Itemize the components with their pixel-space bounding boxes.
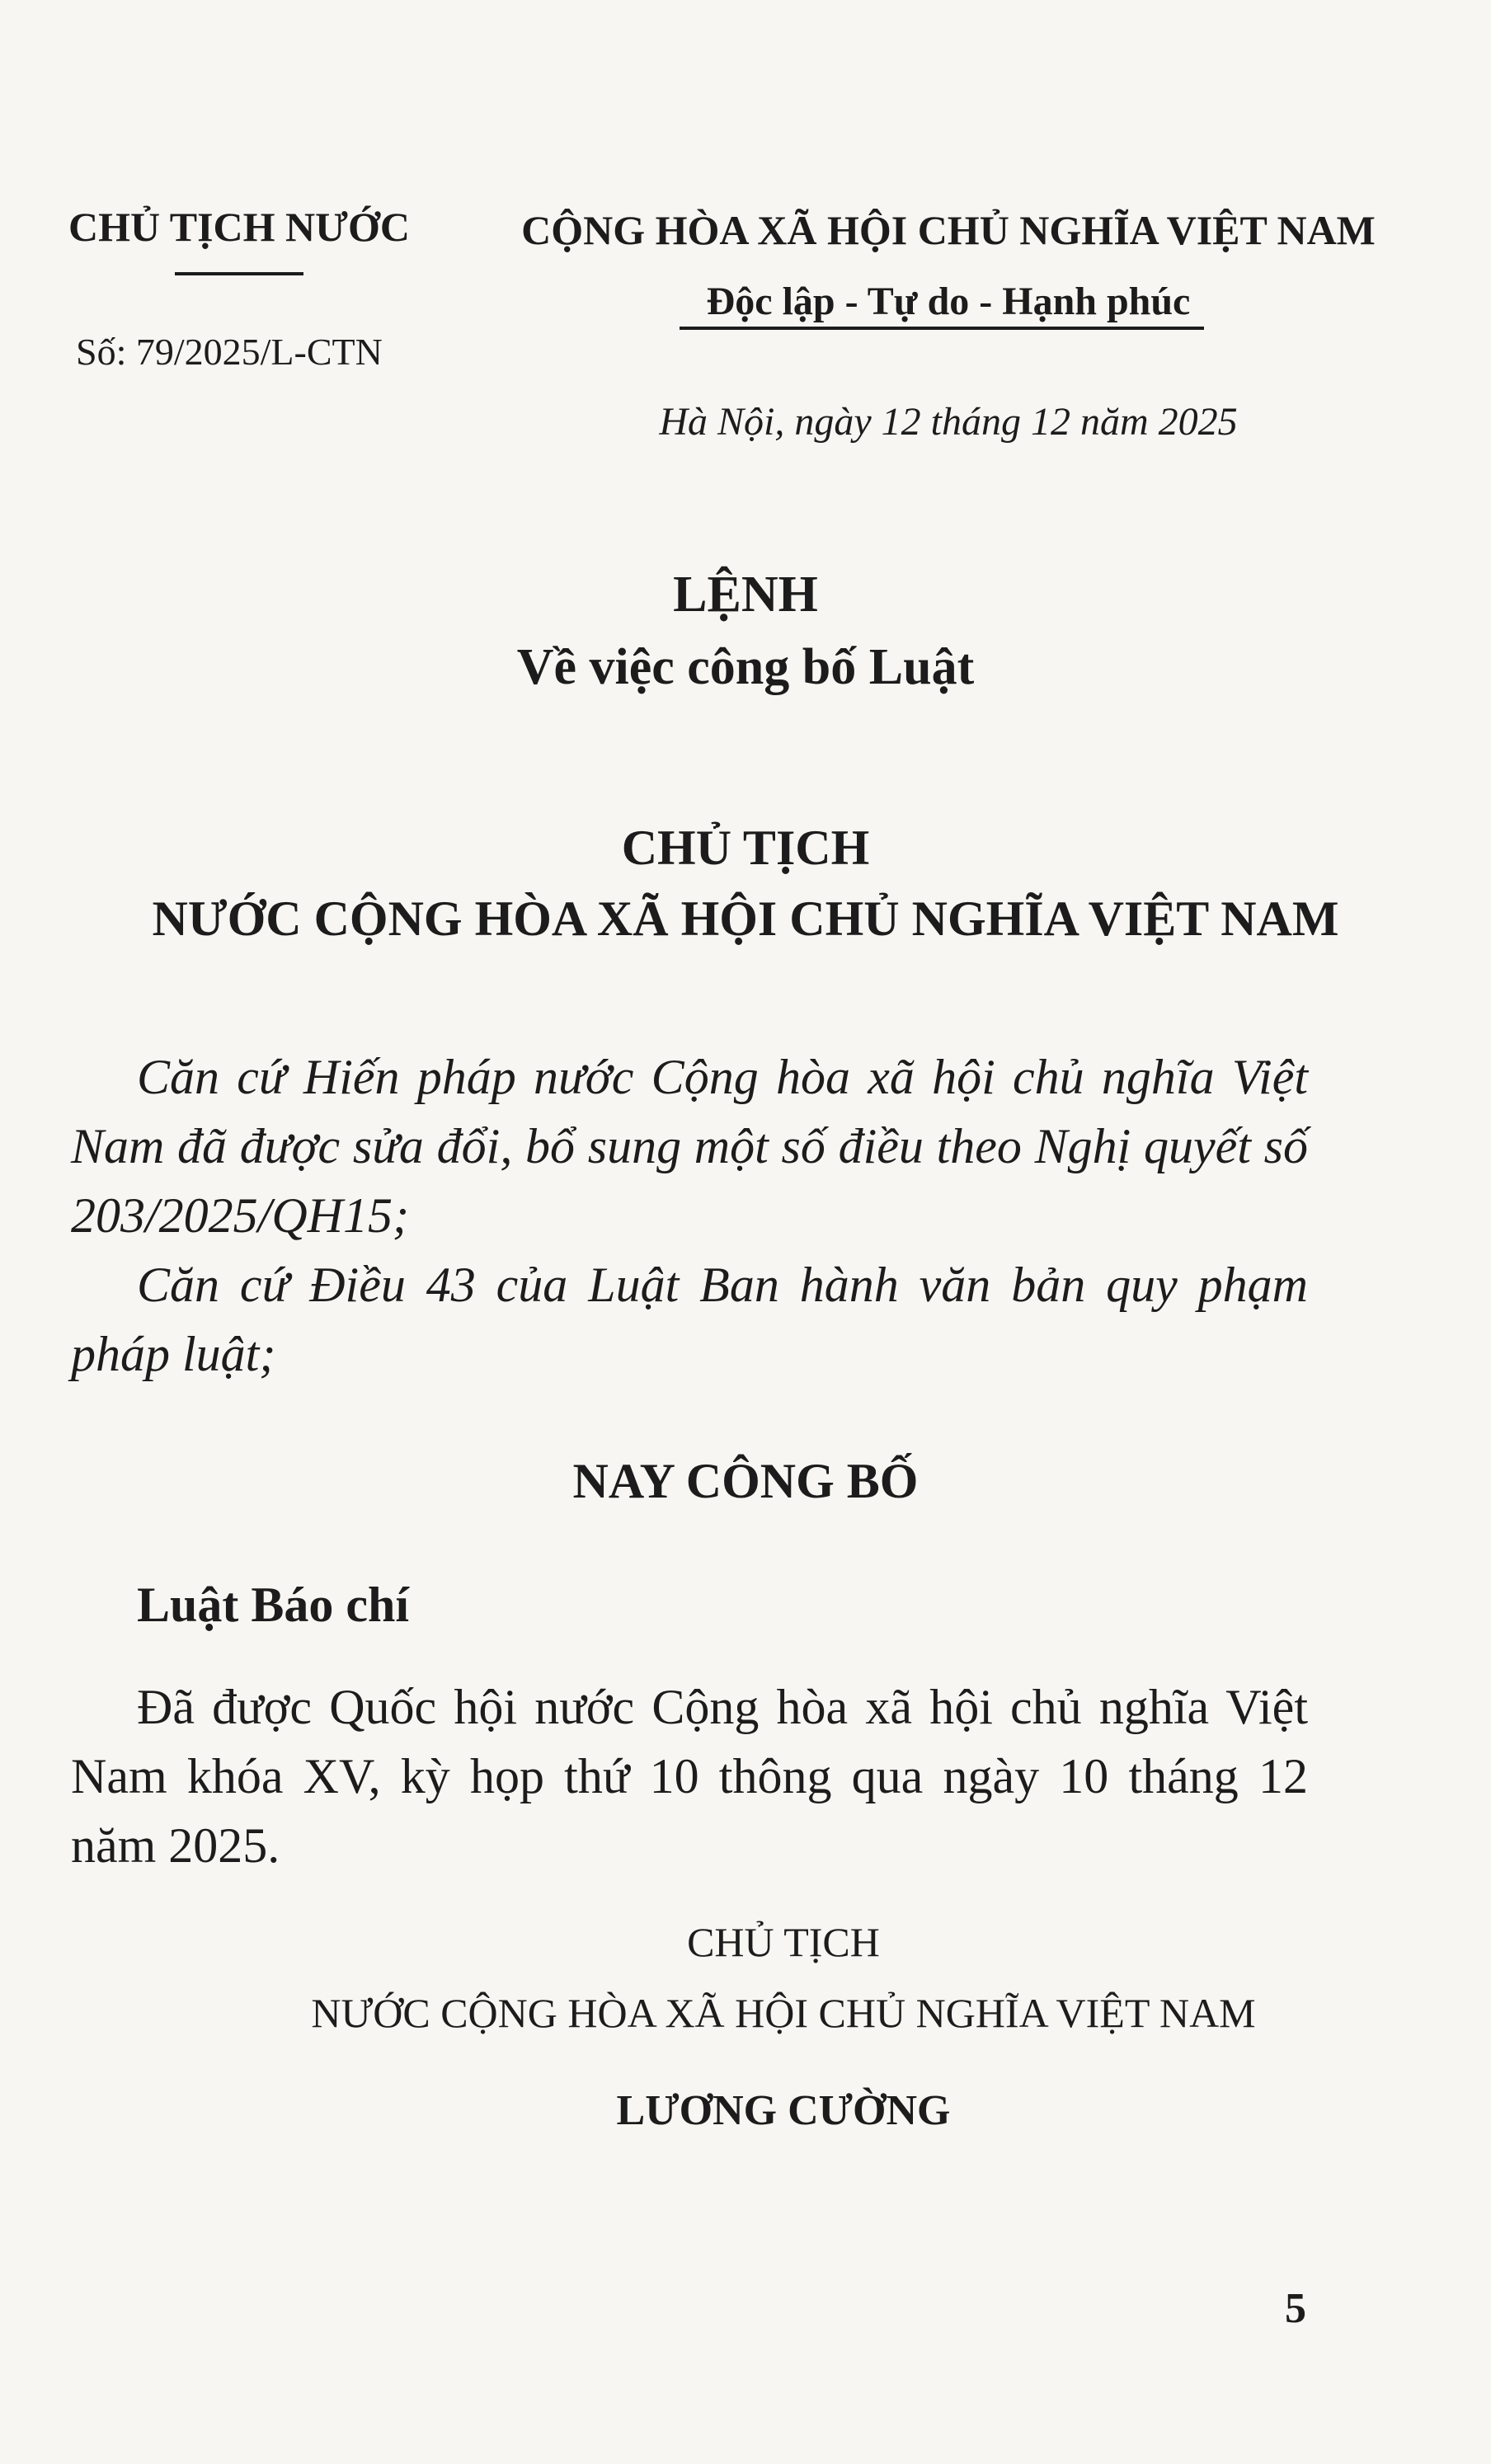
signature-title-full: NƯỚC CỘNG HÒA XÃ HỘI CHỦ NGHĨA VIỆT NAM [311,1990,1256,2036]
motto: Độc lập - Tự do - Hạnh phúc [706,280,1191,323]
preamble-paragraph-2: Căn cứ Điều 43 của Luật Ban hành văn bản quy phạm pháp luật; [71,1258,1308,1381]
place-date: Hà Nội, ngày 12 tháng 12 năm 2025 [659,400,1238,444]
document-type: LỆNH [673,567,818,623]
nation-name: CỘNG HÒA XÃ HỘI CHỦ NGHĨA VIỆT NAM [521,207,1376,253]
preamble-paragraph-1: Căn cứ Hiến pháp nước Cộng hòa xã hội chủ nghĩa Việt Nam đã được sửa đổi, bổ sung một số điều theo Nghị quyết số 203/2025/QH15; [71,1050,1308,1243]
page-number: 5 [1285,2285,1306,2332]
document-number: Số: 79/2025/L-CTN [76,331,383,373]
adoption-statement [71,1672,1308,1880]
preamble [71,1042,1308,1389]
motto-underline [680,327,1204,330]
document-subject: Về việc công bố Luật [516,639,975,695]
issuer-underline [175,272,303,275]
authority-full: NƯỚC CỘNG HÒA XÃ HỘI CHỦ NGHĨA VIỆT NAM [152,891,1339,946]
issuer: CHỦ TỊCH NƯỚC [68,204,410,250]
authority-title: CHỦ TỊCH [621,821,870,875]
signer-name: LƯƠNG CƯỜNG [616,2087,951,2134]
proclaim-heading: NAY CÔNG BỐ [572,1454,919,1508]
law-name: Luật Báo chí [137,1578,410,1632]
adoption-paragraph: Đã được Quốc hội nước Cộng hòa xã hội chủ nghĩa Việt Nam khóa XV, kỳ họp thứ 10 thông qua ngày 10 tháng 12 năm 2025. [71,1680,1308,1873]
signature-title: CHỦ TỊCH [687,1919,880,1965]
